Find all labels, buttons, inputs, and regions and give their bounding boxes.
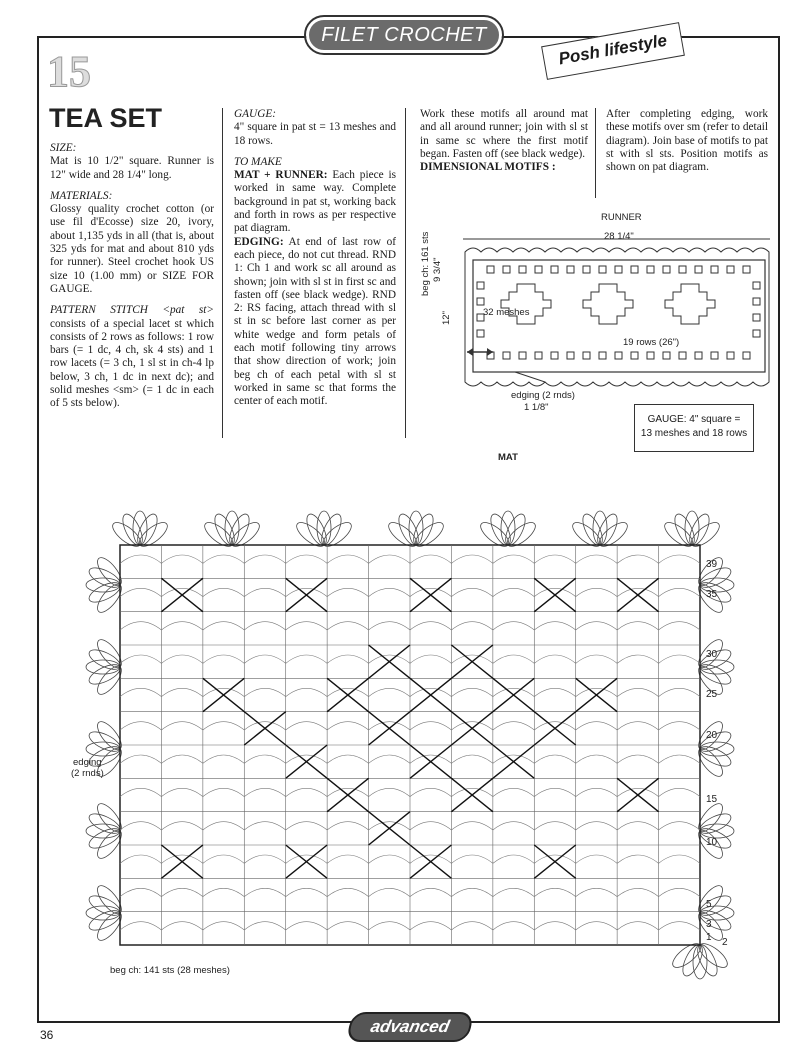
lacet-arc bbox=[493, 722, 534, 730]
lacet-arc bbox=[327, 555, 368, 563]
lacet-arc bbox=[659, 822, 700, 830]
lacet-arc bbox=[120, 555, 161, 563]
lacet-arc bbox=[369, 888, 410, 896]
lacet-arc bbox=[617, 688, 658, 696]
row-number: 25 bbox=[706, 689, 718, 700]
lacet-arc bbox=[369, 622, 410, 630]
runner-width-label: 28 1/4" bbox=[604, 231, 634, 242]
runner-edging-label: edging (2 rnds) bbox=[511, 390, 575, 401]
row-number: 30 bbox=[706, 649, 718, 660]
lacet-arc bbox=[534, 822, 575, 830]
lacet-arc bbox=[659, 755, 700, 763]
lacet-arc bbox=[617, 855, 658, 863]
lacet-arc bbox=[659, 922, 700, 930]
edging-label: EDGING: bbox=[234, 235, 284, 248]
lacet-arc bbox=[617, 655, 658, 663]
lacet-arc bbox=[493, 855, 534, 863]
lacet-arc bbox=[493, 922, 534, 930]
lacet-arc bbox=[120, 888, 161, 896]
lacet-arc bbox=[410, 555, 451, 563]
row-number: 10 bbox=[706, 837, 718, 848]
column-divider-1 bbox=[222, 108, 223, 438]
lacet-arc bbox=[286, 688, 327, 696]
edging-petal bbox=[226, 511, 253, 548]
edging-petal bbox=[487, 511, 514, 548]
edging-petal bbox=[134, 511, 161, 548]
edging-petal bbox=[579, 511, 606, 548]
lacet-arc bbox=[534, 555, 575, 563]
lacet-arc bbox=[369, 555, 410, 563]
column-4 bbox=[606, 108, 768, 174]
row-number: 15 bbox=[706, 794, 718, 805]
lacet-arc bbox=[244, 788, 285, 796]
lacet-arc bbox=[120, 855, 161, 863]
lacet-arc bbox=[120, 622, 161, 630]
lacet-arc bbox=[327, 722, 368, 730]
lacet-arc bbox=[244, 555, 285, 563]
lacet-arc bbox=[451, 922, 492, 930]
lacet-arc bbox=[327, 922, 368, 930]
lacet-arc bbox=[659, 655, 700, 663]
lacet-arc bbox=[493, 588, 534, 596]
lacet-arc bbox=[161, 788, 202, 796]
edging-petal bbox=[697, 907, 734, 934]
lacet-arc bbox=[659, 888, 700, 896]
edging-petal bbox=[86, 907, 123, 934]
lacet-arc bbox=[576, 788, 617, 796]
column-divider-2 bbox=[405, 108, 406, 438]
lacet-arc bbox=[327, 822, 368, 830]
lacet-arc bbox=[327, 588, 368, 596]
lacet-arc bbox=[327, 888, 368, 896]
edging-petal bbox=[671, 511, 698, 548]
lacet-arc bbox=[161, 755, 202, 763]
edging-petal bbox=[679, 942, 706, 979]
edging-petal bbox=[86, 825, 123, 852]
lacet-arc bbox=[576, 888, 617, 896]
runner-meshes-label: 32 meshes bbox=[483, 307, 530, 318]
gauge-text: 4" square in pat st = 13 meshes and 18 rows. bbox=[234, 121, 396, 147]
column-1 bbox=[50, 142, 214, 419]
mat-runner-text: Each piece is worked in same way. Complete background in pat st, working back and forth in rows as per respective pat diagram. bbox=[234, 169, 396, 235]
edging-petal bbox=[86, 743, 123, 770]
row-number: 5 bbox=[706, 899, 712, 910]
gauge-box-line-1: GAUGE: 4" square = bbox=[647, 414, 741, 425]
lacet-arc bbox=[203, 922, 244, 930]
edging-petal bbox=[697, 810, 734, 837]
lacet-arc bbox=[327, 755, 368, 763]
edging-petal bbox=[502, 511, 529, 548]
motifs-placement-text: After completing edging, work these motifs over sm (refer to detail diagram). Join base of motifs to pat st with sl sts. Position motifs as shown on pat diagram. bbox=[606, 108, 768, 174]
runner-edging-dim-label: 1 1/8" bbox=[524, 402, 549, 413]
lacet-arc bbox=[203, 755, 244, 763]
runner-title: RUNNER bbox=[601, 212, 642, 223]
lacet-arc bbox=[617, 555, 658, 563]
lacet-arc bbox=[451, 888, 492, 896]
lacet-arc bbox=[534, 888, 575, 896]
runner-beg-dim-label: 9 3/4" bbox=[432, 257, 443, 282]
lacet-arc bbox=[327, 855, 368, 863]
lacet-arc bbox=[534, 688, 575, 696]
edging-petal bbox=[686, 511, 713, 548]
lacet-arc bbox=[493, 655, 534, 663]
to-make-heading: TO MAKE bbox=[234, 155, 282, 168]
lacet-arc bbox=[203, 788, 244, 796]
pattern-stitch-heading: PATTERN STITCH <pat st> bbox=[50, 304, 214, 317]
lacet-arc bbox=[410, 788, 451, 796]
row-number: 20 bbox=[706, 730, 718, 741]
row-number: 3 bbox=[706, 919, 712, 930]
posh-lifestyle-tag: Posh lifestyle bbox=[541, 22, 685, 80]
lacet-arc bbox=[286, 722, 327, 730]
lacet-arc bbox=[369, 922, 410, 930]
lacet-arc bbox=[617, 722, 658, 730]
lacet-arc bbox=[659, 788, 700, 796]
lacet-arc bbox=[534, 622, 575, 630]
dimensional-motifs-heading: DIMENSIONAL MOTIFS : bbox=[420, 161, 556, 174]
lacet-arc bbox=[534, 788, 575, 796]
lacet-arc bbox=[120, 755, 161, 763]
lacet-arc bbox=[369, 855, 410, 863]
lacet-arc bbox=[327, 655, 368, 663]
column-divider-3 bbox=[595, 108, 596, 198]
lacet-arc bbox=[161, 655, 202, 663]
lacet-arc bbox=[161, 555, 202, 563]
gauge-box bbox=[634, 404, 754, 452]
lacet-arc bbox=[244, 822, 285, 830]
edging-petal bbox=[697, 892, 734, 919]
edging-petal bbox=[395, 511, 422, 548]
materials-heading: MATERIALS: bbox=[50, 189, 113, 202]
lacet-arc bbox=[203, 655, 244, 663]
lacet-arc bbox=[617, 622, 658, 630]
runner-beg-ch-label: beg ch: 161 sts bbox=[420, 231, 431, 296]
motifs-text: Work these motifs all around mat and all around runner; join with sl st in same sc where the first motif began. Fasten off (see black wedge). bbox=[420, 108, 588, 160]
lacet-arc bbox=[493, 622, 534, 630]
lacet-arc bbox=[369, 688, 410, 696]
lacet-arc bbox=[534, 922, 575, 930]
lacet-arc bbox=[203, 622, 244, 630]
lacet-arc bbox=[286, 888, 327, 896]
lacet-arc bbox=[161, 822, 202, 830]
row-number: 35 bbox=[706, 589, 718, 600]
lacet-arc bbox=[451, 755, 492, 763]
lacet-arc bbox=[451, 588, 492, 596]
lacet-arc bbox=[120, 655, 161, 663]
lacet-arc bbox=[493, 822, 534, 830]
column-2 bbox=[234, 108, 396, 409]
lacet-arc bbox=[244, 888, 285, 896]
lacet-arc bbox=[286, 655, 327, 663]
size-text: Mat is 10 1/2" square. Runner is 12" wide and 28 1/4" long. bbox=[50, 155, 214, 181]
lacet-arc bbox=[244, 855, 285, 863]
lacet-arc bbox=[659, 855, 700, 863]
lacet-arc bbox=[120, 722, 161, 730]
pattern-number: 15 bbox=[47, 47, 91, 96]
lacet-arc bbox=[120, 922, 161, 930]
edging-petal bbox=[86, 810, 123, 837]
edging-petal bbox=[86, 661, 123, 688]
lacet-arc bbox=[451, 622, 492, 630]
lacet-arc bbox=[369, 788, 410, 796]
lacet-arc bbox=[203, 855, 244, 863]
lacet-arc bbox=[659, 722, 700, 730]
gauge-heading: GAUGE: bbox=[234, 108, 277, 120]
edging-text: At end of last row of each piece, do not cut thread. RND 1: Ch 1 and work sc all around as shown; join with sl st in first sc and fasten off (see black wedge). RND 2: RS facing, attach thread with sl st in sc before last corner as per white wedge and form petals of each motif following tiny arrows that show direction of work; join beg ch of each petal with sl st worked in same sc that forms the center of each motif. bbox=[234, 235, 396, 408]
lacet-arc bbox=[617, 755, 658, 763]
edging-petal bbox=[697, 743, 734, 770]
row-number: 39 bbox=[706, 559, 718, 570]
lacet-arc bbox=[244, 922, 285, 930]
edging-petal bbox=[318, 511, 345, 548]
lacet-arc bbox=[493, 788, 534, 796]
edging-petal bbox=[697, 661, 734, 688]
edging-petal bbox=[119, 511, 146, 548]
runner-rows-label: 19 rows (26") bbox=[623, 337, 680, 348]
lacet-arc bbox=[451, 688, 492, 696]
lacet-arc bbox=[161, 622, 202, 630]
pattern-stitch-text: consists of a special lacet st which consists of 2 rows as follows: 1 row bars (= 1 dc, 4 ch, sk 4 sts) and 1 row lacets (= 3 ch, 1 sl st in ch-4 lp below, 3 ch, 1 dc in next dc); and solid meshes <sm> (= 1 dc in each of 5 sts below). bbox=[50, 317, 214, 410]
edging-petal bbox=[410, 511, 437, 548]
lacet-arc bbox=[161, 922, 202, 930]
mat-runner-label: MAT + RUNNER: bbox=[234, 169, 328, 182]
mat-edging-label: edging bbox=[73, 757, 102, 768]
mat-beg-ch-label: beg ch: 141 sts (28 meshes) bbox=[110, 965, 230, 976]
lacet-arc bbox=[576, 822, 617, 830]
lacet-arc bbox=[327, 622, 368, 630]
lacet-arc bbox=[203, 555, 244, 563]
lacet-arc bbox=[659, 622, 700, 630]
lacet-arc bbox=[659, 555, 700, 563]
row-number: 1 bbox=[706, 932, 712, 943]
lacet-arc bbox=[576, 588, 617, 596]
page-number: 36 bbox=[40, 1028, 54, 1042]
gauge-box-line-2: 13 meshes and 18 rows bbox=[640, 428, 748, 439]
lacet-arc bbox=[576, 555, 617, 563]
edging-petal bbox=[594, 511, 621, 548]
lacet-arc bbox=[451, 855, 492, 863]
lacet-arc bbox=[576, 722, 617, 730]
lacet-arc bbox=[161, 688, 202, 696]
materials-text: Glossy quality crochet cotton (or use fil d'Ecosse) size 20, ivory, about 1,135 yds in all (that is, about 325 yds for mat and about 810 yds for runner). Steel crochet hook US size 10 (1.00 mm) or SIZE FOR GAUGE. bbox=[50, 203, 214, 295]
lacet-arc bbox=[576, 655, 617, 663]
edging-petal bbox=[86, 579, 123, 606]
lacet-arc bbox=[659, 688, 700, 696]
lacet-arc bbox=[410, 622, 451, 630]
lacet-arc bbox=[286, 788, 327, 796]
edging-petal bbox=[86, 728, 123, 755]
lacet-arc bbox=[286, 922, 327, 930]
edging-petal bbox=[694, 942, 721, 979]
lacet-arc bbox=[576, 922, 617, 930]
lacet-arc bbox=[120, 588, 161, 596]
lacet-arc bbox=[244, 655, 285, 663]
lacet-arc bbox=[244, 588, 285, 596]
lacet-arc bbox=[161, 722, 202, 730]
edging-petal bbox=[86, 646, 123, 673]
lacet-arc bbox=[203, 588, 244, 596]
edging-petal bbox=[86, 892, 123, 919]
lacet-arc bbox=[286, 822, 327, 830]
mat-diagram bbox=[40, 465, 782, 1010]
lacet-arc bbox=[244, 755, 285, 763]
section-banner: FILET CROCHET bbox=[306, 17, 502, 53]
runner-height-label: 12" bbox=[441, 311, 452, 325]
lacet-arc bbox=[617, 822, 658, 830]
lacet-arc bbox=[617, 922, 658, 930]
lacet-arc bbox=[451, 822, 492, 830]
lacet-arc bbox=[534, 755, 575, 763]
lacet-arc bbox=[369, 588, 410, 596]
lacet-arc bbox=[203, 822, 244, 830]
edging-petal bbox=[211, 511, 238, 548]
lacet-arc bbox=[244, 688, 285, 696]
column-3 bbox=[420, 108, 588, 174]
mat-title: MAT bbox=[498, 452, 518, 463]
lacet-arc bbox=[410, 722, 451, 730]
difficulty-badge: advanced bbox=[346, 1012, 474, 1042]
lacet-arc bbox=[410, 922, 451, 930]
lacet-arc bbox=[410, 888, 451, 896]
lacet-arc bbox=[576, 855, 617, 863]
lacet-arc bbox=[369, 755, 410, 763]
lacet-arc bbox=[120, 688, 161, 696]
lacet-arc bbox=[286, 555, 327, 563]
lacet-arc bbox=[203, 888, 244, 896]
lacet-arc bbox=[576, 622, 617, 630]
lacet-arc bbox=[410, 822, 451, 830]
lacet-arc bbox=[286, 622, 327, 630]
lacet-arc bbox=[451, 555, 492, 563]
lacet-arc bbox=[120, 788, 161, 796]
lacet-arc bbox=[617, 888, 658, 896]
pattern-title: TEA SET bbox=[49, 103, 163, 133]
lacet-arc bbox=[120, 822, 161, 830]
lacet-arc bbox=[203, 722, 244, 730]
lacet-arc bbox=[244, 622, 285, 630]
lacet-arc bbox=[659, 588, 700, 596]
runner-diagram bbox=[455, 232, 780, 392]
lacet-arc bbox=[493, 555, 534, 563]
lacet-arc bbox=[534, 655, 575, 663]
size-heading: SIZE: bbox=[50, 142, 77, 154]
edging-petal bbox=[86, 564, 123, 591]
edging-petal bbox=[303, 511, 330, 548]
lacet-arc bbox=[493, 888, 534, 896]
row-number: 2 bbox=[722, 937, 728, 948]
lacet-arc bbox=[161, 888, 202, 896]
lacet-arc bbox=[410, 655, 451, 663]
mat-edging-rnds-label: (2 rnds) bbox=[71, 768, 104, 779]
lacet-arc bbox=[576, 755, 617, 763]
